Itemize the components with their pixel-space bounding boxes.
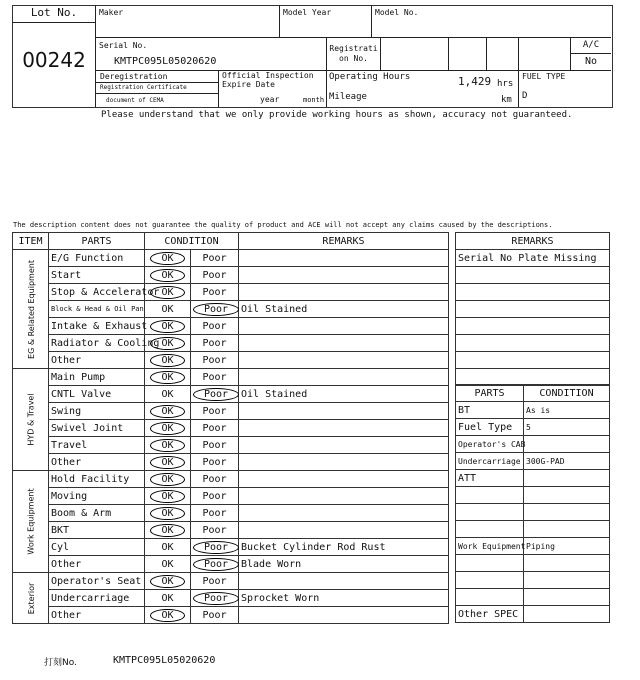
- part-name: Operator's Seat: [49, 573, 145, 590]
- col-parts: PARTS: [49, 233, 145, 250]
- side-part-condition: [524, 589, 610, 606]
- part-name: Swivel Joint: [49, 420, 145, 437]
- serial-value: KMTPC095L05020620: [114, 56, 217, 67]
- model-no-label: Model No.: [375, 8, 419, 17]
- deregistration-label: Deregistration: [100, 72, 168, 81]
- table-row: [13, 335, 449, 352]
- condition-ok: [145, 403, 191, 420]
- condition-selected-ok: OK: [150, 354, 184, 367]
- table-row: [456, 572, 610, 589]
- condition-selected-ok: OK: [150, 609, 184, 622]
- condition-option-poor: Poor: [202, 439, 227, 451]
- condition-poor: [191, 335, 239, 352]
- condition-option-poor: Poor: [202, 524, 227, 536]
- condition-poor: [191, 556, 239, 573]
- inspection-table: [12, 232, 449, 624]
- condition-option-poor: Poor: [202, 269, 227, 281]
- condition-ok: [145, 539, 191, 556]
- table-row: [13, 284, 449, 301]
- group-label: EG & Related Equipment: [26, 259, 36, 359]
- side-part-name: Undercarriage: [456, 453, 524, 470]
- row-divider: [95, 93, 218, 94]
- condition-selected-ok: OK: [150, 422, 184, 435]
- condition-selected-poor: Poor: [193, 541, 239, 554]
- condition-selected-poor: Poor: [193, 592, 239, 605]
- col-remarks: REMARKS: [239, 233, 449, 250]
- part-name: Undercarriage: [49, 590, 145, 607]
- side-part-condition: [524, 487, 610, 504]
- condition-option-poor: Poor: [202, 286, 227, 298]
- part-name: Boom & Arm: [49, 505, 145, 522]
- part-name: Stop & Accelerator: [49, 284, 145, 301]
- condition-selected-ok: OK: [150, 473, 184, 486]
- mileage-label: Mileage: [329, 92, 367, 102]
- disclaimer: The description content does not guarantee the quality of product and ACE will not accept any claims caused by the descriptions.: [13, 221, 553, 229]
- condition-ok: [145, 471, 191, 488]
- group-cell: [13, 573, 49, 624]
- condition-ok: [145, 352, 191, 369]
- condition-ok: [145, 250, 191, 267]
- condition-ok: [145, 590, 191, 607]
- condition-option-poor: Poor: [202, 371, 227, 383]
- lot-label-divider: [12, 22, 96, 23]
- maker-label: Maker: [99, 8, 124, 17]
- side-part-condition: [524, 572, 610, 589]
- table-header-row: [456, 385, 610, 402]
- part-name: Main Pump: [49, 369, 145, 386]
- condition-poor: [191, 352, 239, 369]
- condition-selected-ok: OK: [150, 286, 184, 299]
- table-row: [456, 402, 610, 419]
- side-part-name: Work Equipment: [456, 538, 524, 555]
- table-row: [456, 284, 610, 301]
- table-row: [456, 318, 610, 335]
- condition-poor: [191, 488, 239, 505]
- remark: [239, 488, 449, 505]
- km-unit: km: [501, 95, 512, 105]
- table-row: [13, 454, 449, 471]
- part-name: Cyl: [49, 539, 145, 556]
- side-col-condition: CONDITION: [524, 385, 610, 402]
- part-name: BKT: [49, 522, 145, 539]
- table-row: [13, 607, 449, 624]
- table-row: [456, 589, 610, 606]
- table-row: [456, 352, 610, 369]
- part-name: CNTL Valve: [49, 386, 145, 403]
- side-remark-cell: [456, 267, 610, 284]
- condition-selected-ok: OK: [150, 320, 184, 333]
- part-name: E/G Function: [49, 250, 145, 267]
- part-name: Other: [49, 556, 145, 573]
- ac-value: No: [584, 56, 598, 67]
- table-row: [13, 573, 449, 590]
- condition-selected-ok: OK: [150, 252, 184, 265]
- table-row: [13, 267, 449, 284]
- year-label: year: [260, 95, 280, 104]
- condition-option-poor: Poor: [202, 490, 227, 502]
- remark: [239, 335, 449, 352]
- condition-option-poor: Poor: [202, 320, 227, 332]
- condition-selected-ok: OK: [150, 337, 184, 350]
- side-part-name: Fuel Type: [456, 419, 524, 436]
- group-cell: [13, 250, 49, 369]
- remark: [239, 437, 449, 454]
- row-divider: [95, 37, 611, 38]
- condition-selected-ok: OK: [150, 269, 184, 282]
- side-remark-cell: [456, 352, 610, 369]
- fuel-type-label: FUEL TYPE: [522, 72, 566, 81]
- condition-ok: [145, 607, 191, 624]
- table-row: [456, 301, 610, 318]
- side-remarks-table: [455, 232, 610, 386]
- condition-poor: [191, 505, 239, 522]
- side-remark-cell: [456, 318, 610, 335]
- condition-option-poor: Poor: [202, 354, 227, 366]
- side-parts-table: [455, 384, 610, 623]
- remark: Bucket Cylinder Rod Rust: [239, 539, 449, 556]
- remark: [239, 420, 449, 437]
- remark: Sprocket Worn: [239, 590, 449, 607]
- month-label: month: [303, 96, 325, 104]
- table-row: [456, 419, 610, 436]
- side-part-condition: [524, 521, 610, 538]
- remark: [239, 471, 449, 488]
- condition-option-ok: OK: [161, 592, 174, 604]
- model-year-label: Model Year: [283, 8, 332, 17]
- table-row: [456, 335, 610, 352]
- side-part-condition: As is: [524, 402, 610, 419]
- condition-option-ok: OK: [161, 303, 174, 315]
- condition-poor: [191, 284, 239, 301]
- condition-option-ok: OK: [161, 558, 174, 570]
- condition-selected-ok: OK: [150, 490, 184, 503]
- condition-ok: [145, 301, 191, 318]
- side-part-name: [456, 589, 524, 606]
- lot-number: 00242: [22, 48, 86, 72]
- table-row: [13, 250, 449, 267]
- remark: [239, 505, 449, 522]
- part-name: Swing: [49, 403, 145, 420]
- table-row: [13, 539, 449, 556]
- remark: [239, 573, 449, 590]
- remark: [239, 454, 449, 471]
- table-row: [13, 590, 449, 607]
- table-row: [13, 471, 449, 488]
- part-name: Radiator & Cooling: [49, 335, 145, 352]
- condition-option-poor: Poor: [202, 575, 227, 587]
- remark: [239, 369, 449, 386]
- remark: [239, 522, 449, 539]
- table-row: [456, 267, 610, 284]
- col-divider: [218, 70, 219, 107]
- table-row: [13, 420, 449, 437]
- side-remark-cell: [456, 335, 610, 352]
- table-row: [456, 470, 610, 487]
- row-divider: [95, 82, 218, 83]
- condition-selected-poor: Poor: [193, 303, 239, 316]
- condition-option-ok: OK: [161, 541, 174, 553]
- table-row: [456, 504, 610, 521]
- side-remarks-title: REMARKS: [456, 233, 610, 250]
- condition-ok: [145, 335, 191, 352]
- side-part-name: BT: [456, 402, 524, 419]
- condition-selected-ok: OK: [150, 371, 184, 384]
- condition-poor: [191, 573, 239, 590]
- side-part-condition: 5: [524, 419, 610, 436]
- table-row: [13, 403, 449, 420]
- registration-certificate-label: Registration Certificate: [100, 84, 187, 91]
- part-name: Start: [49, 267, 145, 284]
- registration-label: Registrati on No.: [329, 44, 378, 63]
- side-part-condition: 300G-PAD: [524, 453, 610, 470]
- side-part-condition: [524, 470, 610, 487]
- condition-ok: [145, 505, 191, 522]
- condition-poor: [191, 386, 239, 403]
- table-header-row: [456, 233, 610, 250]
- side-remark-cell: [456, 284, 610, 301]
- side-part-condition: [524, 606, 610, 623]
- condition-ok: [145, 318, 191, 335]
- part-name: Hold Facility: [49, 471, 145, 488]
- table-row: [13, 386, 449, 403]
- part-name: Other: [49, 607, 145, 624]
- condition-ok: [145, 369, 191, 386]
- condition-selected-ok: OK: [150, 405, 184, 418]
- condition-poor: [191, 437, 239, 454]
- condition-poor: [191, 267, 239, 284]
- table-header-row: [13, 233, 449, 250]
- condition-option-poor: Poor: [202, 252, 227, 264]
- part-name: Block & Head & Oil Pan: [49, 301, 145, 318]
- condition-poor: [191, 420, 239, 437]
- table-row: [13, 301, 449, 318]
- table-row: [456, 555, 610, 572]
- condition-poor: [191, 539, 239, 556]
- remark: [239, 403, 449, 420]
- side-part-name: Operator's CAB: [456, 436, 524, 453]
- condition-selected-ok: OK: [150, 575, 184, 588]
- part-name: Travel: [49, 437, 145, 454]
- condition-poor: [191, 522, 239, 539]
- table-row: [13, 505, 449, 522]
- side-col-parts: PARTS: [456, 385, 524, 402]
- table-row: [13, 522, 449, 539]
- side-part-name: Other SPEC: [456, 606, 524, 623]
- condition-option-poor: Poor: [202, 473, 227, 485]
- condition-selected-ok: OK: [150, 524, 184, 537]
- condition-ok: [145, 386, 191, 403]
- hrs-unit: hrs: [497, 79, 514, 89]
- table-row: [13, 369, 449, 386]
- remark: [239, 352, 449, 369]
- group-label: Exterior: [26, 582, 36, 614]
- condition-poor: [191, 471, 239, 488]
- side-part-name: [456, 521, 524, 538]
- condition-poor: [191, 301, 239, 318]
- group-label: Work Equipment: [26, 488, 36, 555]
- col-item: ITEM: [13, 233, 49, 250]
- side-part-name: [456, 555, 524, 572]
- condition-option-poor: Poor: [202, 609, 227, 621]
- group-cell: [13, 369, 49, 471]
- stamp-label: 打刻No.: [44, 658, 77, 668]
- lot-label: Lot No.: [30, 6, 78, 19]
- side-remark-cell: [456, 301, 610, 318]
- condition-option-poor: Poor: [202, 422, 227, 434]
- condition-poor: [191, 454, 239, 471]
- condition-selected-ok: OK: [150, 456, 184, 469]
- remark: [239, 284, 449, 301]
- remark: Oil Stained: [239, 386, 449, 403]
- remark: [239, 318, 449, 335]
- side-part-name: ATT: [456, 470, 524, 487]
- condition-poor: [191, 590, 239, 607]
- table-row: [456, 250, 610, 267]
- condition-poor: [191, 607, 239, 624]
- remark: Blade Worn: [239, 556, 449, 573]
- table-row: [456, 487, 610, 504]
- table-row: [456, 369, 610, 386]
- part-name: Moving: [49, 488, 145, 505]
- col-divider: [371, 5, 372, 37]
- col-divider: [380, 37, 381, 70]
- remark: [239, 267, 449, 284]
- condition-option-poor: Poor: [202, 456, 227, 468]
- table-row: [13, 556, 449, 573]
- condition-ok: [145, 556, 191, 573]
- remark: [239, 607, 449, 624]
- col-divider: [279, 5, 280, 37]
- col-divider: [448, 37, 449, 70]
- condition-ok: [145, 284, 191, 301]
- condition-selected-poor: Poor: [193, 558, 239, 571]
- condition-ok: [145, 522, 191, 539]
- table-row: [456, 436, 610, 453]
- condition-selected-ok: OK: [150, 507, 184, 520]
- remark: [239, 250, 449, 267]
- table-row: [456, 606, 610, 623]
- condition-option-poor: Poor: [202, 405, 227, 417]
- table-row: [13, 437, 449, 454]
- side-part-condition: [524, 436, 610, 453]
- part-name: Other: [49, 454, 145, 471]
- cema-label: document of CEMA: [106, 97, 164, 104]
- condition-ok: [145, 488, 191, 505]
- part-name: Other: [49, 352, 145, 369]
- group-label: HYD & Travel: [26, 393, 36, 446]
- ac-divider: [570, 53, 611, 54]
- condition-selected-poor: Poor: [193, 388, 239, 401]
- inspection-label: Official Inspection Expire Date: [222, 71, 314, 89]
- side-part-name: [456, 572, 524, 589]
- condition-option-poor: Poor: [202, 337, 227, 349]
- col-divider: [486, 37, 487, 70]
- condition-option-ok: OK: [161, 388, 174, 400]
- table-row: [13, 352, 449, 369]
- table-row: [456, 521, 610, 538]
- table-row: [456, 538, 610, 555]
- condition-option-poor: Poor: [202, 507, 227, 519]
- serial-label: Serial No.: [99, 41, 148, 50]
- side-part-name: [456, 487, 524, 504]
- hours-notice: Please understand that we only provide working hours as shown, accuracy not guaranteed.: [101, 110, 573, 120]
- condition-poor: [191, 403, 239, 420]
- side-part-condition: [524, 504, 610, 521]
- ac-label: A/C: [582, 40, 600, 50]
- side-remark-cell: [456, 369, 610, 386]
- group-cell: [13, 471, 49, 573]
- fuel-type-value: D: [522, 91, 528, 101]
- remark: Oil Stained: [239, 301, 449, 318]
- operating-hours-value: 1,429: [458, 75, 492, 88]
- condition-poor: [191, 250, 239, 267]
- side-part-condition: Piping: [524, 538, 610, 555]
- operating-hours-label: Operating Hours: [329, 72, 411, 82]
- table-row: [13, 318, 449, 335]
- col-divider: [518, 37, 519, 107]
- condition-ok: [145, 267, 191, 284]
- condition-ok: [145, 573, 191, 590]
- row-divider: [95, 70, 611, 71]
- condition-ok: [145, 420, 191, 437]
- part-name: Intake & Exhaust: [49, 318, 145, 335]
- stamp-value: KMTPC095L05020620: [113, 655, 216, 666]
- table-row: [13, 488, 449, 505]
- condition-poor: [191, 369, 239, 386]
- condition-ok: [145, 454, 191, 471]
- condition-selected-ok: OK: [150, 439, 184, 452]
- side-remark-cell: Serial No Plate Missing: [456, 250, 610, 267]
- side-part-condition: [524, 555, 610, 572]
- condition-poor: [191, 318, 239, 335]
- col-condition: CONDITION: [145, 233, 239, 250]
- side-part-name: [456, 504, 524, 521]
- condition-ok: [145, 437, 191, 454]
- table-row: [456, 453, 610, 470]
